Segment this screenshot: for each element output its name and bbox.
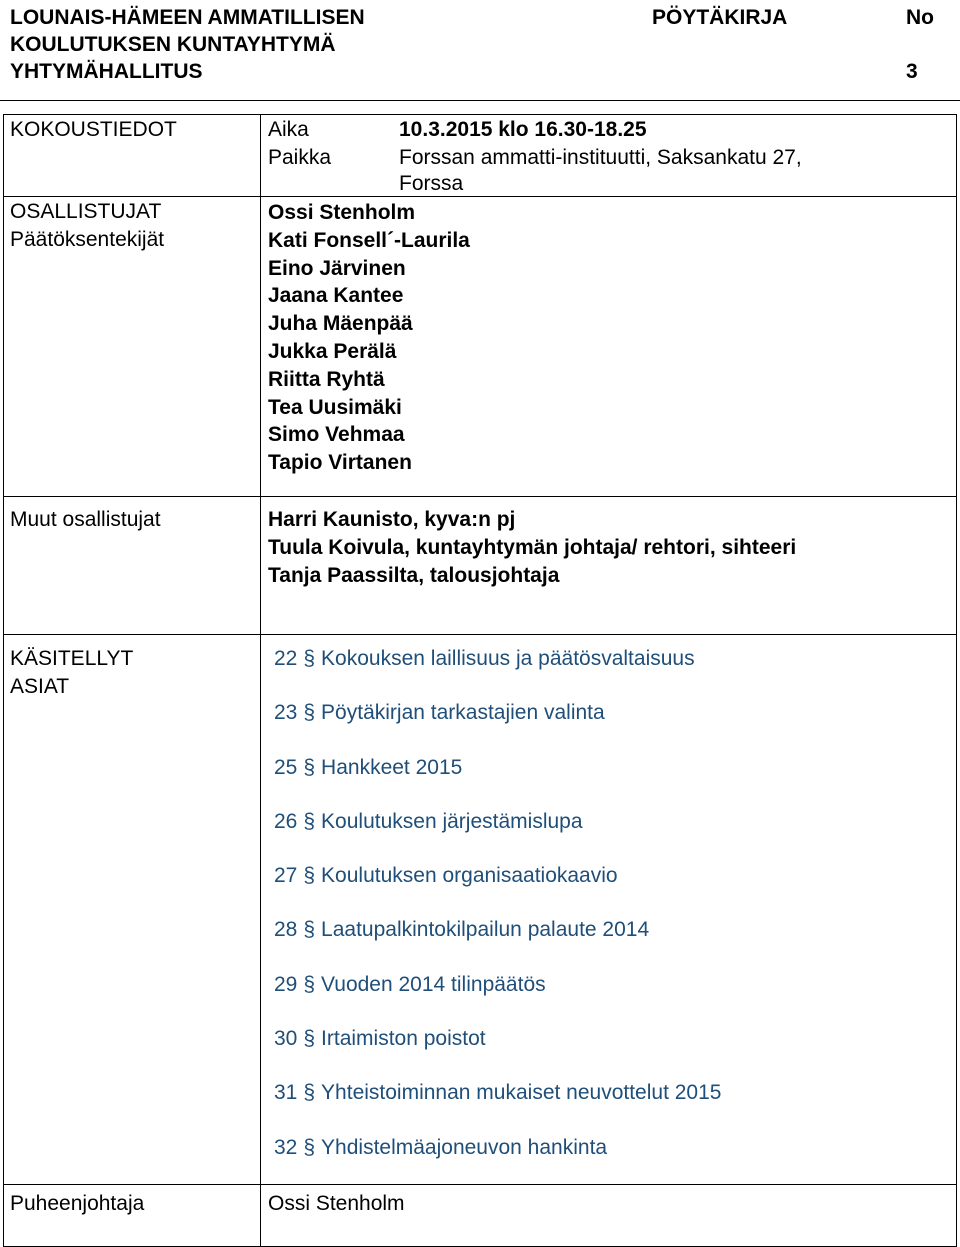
table-border-top bbox=[3, 114, 957, 115]
agenda-item-number: 28 bbox=[274, 918, 298, 942]
agenda-item-number: 25 bbox=[274, 755, 298, 779]
agenda-item-title: Vuoden 2014 tilinpäätös bbox=[321, 972, 546, 996]
place-label: Paikka bbox=[268, 146, 332, 169]
decision-makers-list bbox=[268, 199, 470, 477]
agenda-item-title: Irtaimiston poistot bbox=[321, 1027, 486, 1051]
agenda-item-number: 30 bbox=[274, 1027, 298, 1051]
no-value: 3 bbox=[906, 60, 918, 83]
agenda-item-title: Yhteistoiminnan mukaiset neuvottelut 2015 bbox=[321, 1081, 722, 1105]
agenda-item-title: Koulutuksen järjestämislupa bbox=[321, 809, 583, 833]
section-sign-icon: § bbox=[303, 972, 316, 996]
agenda-item-number: 22 bbox=[274, 647, 298, 670]
section-sign-icon: § bbox=[303, 755, 316, 779]
list-item: Jukka Perälä bbox=[268, 339, 397, 363]
agenda-item-title: Laatupalkintokilpailun palaute 2014 bbox=[321, 918, 650, 942]
table-border-left bbox=[3, 114, 4, 1247]
list-item: Eino Järvinen bbox=[268, 256, 406, 280]
section-sign-icon: § bbox=[303, 1135, 316, 1159]
agenda-item-link[interactable] bbox=[274, 699, 721, 753]
no-label: No bbox=[906, 6, 934, 29]
list-item: Kati Fonsell´-Laurila bbox=[268, 228, 470, 252]
agenda-item-link[interactable] bbox=[274, 645, 721, 699]
section-sign-icon: § bbox=[303, 809, 316, 833]
agenda-section-label-line2: ASIAT bbox=[10, 675, 70, 698]
agenda-item-link[interactable] bbox=[274, 1025, 721, 1079]
section-sign-icon: § bbox=[303, 701, 316, 725]
agenda-item-link[interactable] bbox=[274, 862, 721, 916]
agenda-item-title: Pöytäkirjan tarkastajien valinta bbox=[321, 701, 605, 725]
others-list bbox=[268, 506, 796, 590]
list-item: Tea Uusimäki bbox=[268, 395, 402, 419]
list-item: Harri Kaunisto, kyva:n pj bbox=[268, 508, 516, 531]
agenda-item-title: Koulutuksen organisaatiokaavio bbox=[321, 864, 618, 888]
agenda-item-link[interactable] bbox=[274, 971, 721, 1025]
row-divider-participants bbox=[3, 196, 957, 197]
list-item: Tuula Koivula, kuntayhtymän johtaja/ rehtori, sihteeri bbox=[268, 536, 797, 559]
agenda-item-number: 31 bbox=[274, 1081, 298, 1105]
agenda-item-number: 26 bbox=[274, 809, 298, 833]
agenda-item-link[interactable] bbox=[274, 754, 721, 808]
list-item: Riitta Ryhtä bbox=[268, 367, 385, 391]
list-item: Juha Mäenpää bbox=[268, 312, 413, 336]
list-item: Tapio Virtanen bbox=[268, 451, 412, 475]
org-name-line1: LOUNAIS-HÄMEEN AMMATILLISEN bbox=[10, 6, 365, 29]
section-sign-icon: § bbox=[303, 647, 316, 670]
agenda-list bbox=[274, 645, 721, 1188]
list-item: Tanja Paassilta, talousjohtaja bbox=[268, 564, 560, 587]
agenda-item-title: Kokouksen laillisuus ja päätösvaltaisuus bbox=[321, 647, 695, 670]
agenda-item-number: 23 bbox=[274, 701, 298, 725]
header-rule bbox=[0, 100, 960, 101]
section-sign-icon: § bbox=[303, 1027, 316, 1051]
agenda-item-number: 27 bbox=[274, 864, 298, 888]
row-divider-others bbox=[3, 496, 957, 497]
section-sign-icon: § bbox=[303, 918, 316, 942]
participants-section-label: OSALLISTUJAT bbox=[10, 200, 162, 223]
doc-type: PÖYTÄKIRJA bbox=[652, 6, 788, 29]
agenda-item-link[interactable] bbox=[274, 1079, 721, 1133]
list-item: Simo Vehmaa bbox=[268, 423, 405, 447]
org-name-line3: YHTYMÄHALLITUS bbox=[10, 60, 203, 83]
agenda-item-number: 32 bbox=[274, 1135, 298, 1159]
table-column-divider bbox=[260, 114, 261, 1247]
agenda-item-link[interactable] bbox=[274, 1134, 721, 1188]
agenda-item-number: 29 bbox=[274, 972, 298, 996]
table-border-right bbox=[956, 114, 957, 1247]
chair-label: Puheenjohtaja bbox=[10, 1192, 145, 1215]
meeting-section-label: KOKOUSTIEDOT bbox=[10, 118, 177, 141]
place-value-line2: Forssa bbox=[399, 172, 464, 195]
agenda-section-label-line1: KÄSITELLYT bbox=[10, 647, 134, 670]
row-divider-agenda bbox=[3, 634, 957, 635]
time-value: 10.3.2015 klo 16.30-18.25 bbox=[399, 118, 647, 141]
section-sign-icon: § bbox=[303, 864, 316, 888]
agenda-item-title: Hankkeet 2015 bbox=[321, 755, 463, 779]
place-value-line1: Forssan ammatti-instituutti, Saksankatu 27, bbox=[399, 146, 802, 169]
others-label: Muut osallistujat bbox=[10, 508, 161, 531]
agenda-item-link[interactable] bbox=[274, 808, 721, 862]
org-name-line2: KOULUTUKSEN KUNTAYHTYMÄ bbox=[10, 33, 336, 56]
decision-makers-label: Päätöksentekijät bbox=[10, 228, 165, 251]
time-label: Aika bbox=[268, 118, 309, 141]
agenda-item-title: Yhdistelmäajoneuvon hankinta bbox=[321, 1135, 608, 1159]
agenda-item-link[interactable] bbox=[274, 916, 721, 970]
chair-name: Ossi Stenholm bbox=[268, 1192, 405, 1215]
list-item: Ossi Stenholm bbox=[268, 201, 416, 224]
section-sign-icon: § bbox=[303, 1081, 316, 1105]
list-item: Jaana Kantee bbox=[268, 284, 404, 308]
